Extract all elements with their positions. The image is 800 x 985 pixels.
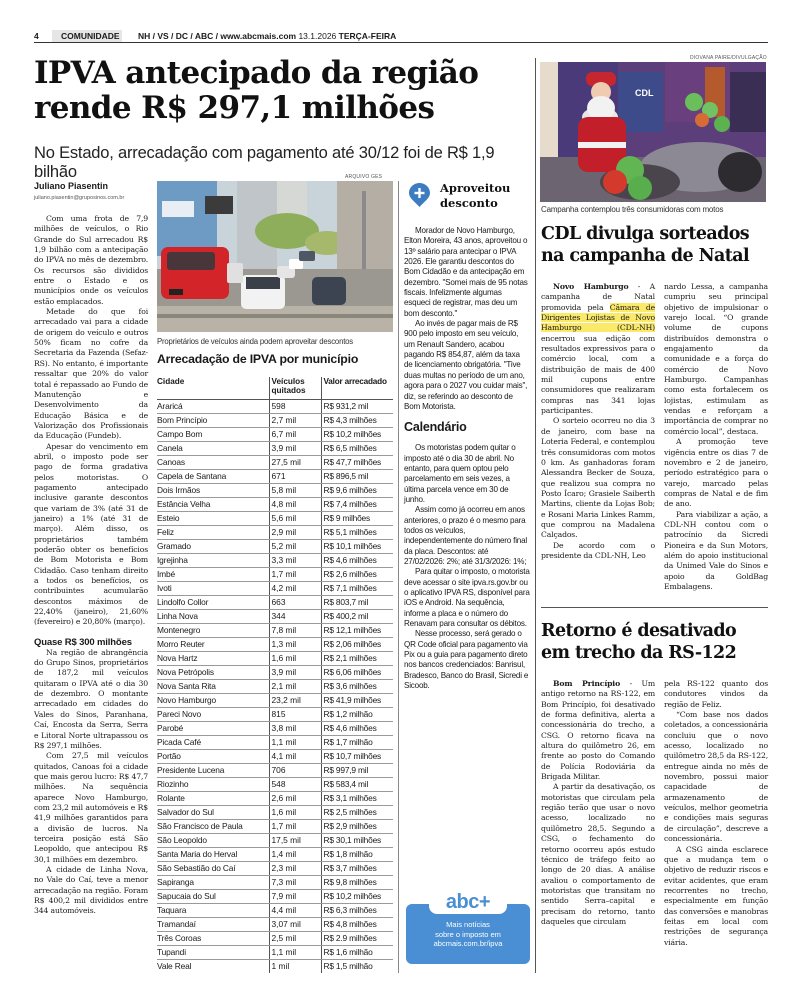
cell-vehicles: 706 bbox=[269, 763, 321, 777]
body-paragraph: Com 27,5 mil veículos quitados, Canoas foi a cidade que mais gerou lucro: R$ 47,7 milhões. Na sequência aparece Novo Hamburgo, com 23,2 mil automóveis e R$ 41,9 milhões garantidos para a divisão de lucros. Na terceira posição está São Leopoldo, que antecipou R$ 30,1 milhões em dezembro. bbox=[34, 751, 148, 864]
table-row bbox=[157, 581, 393, 595]
cell-vehicles: 1,4 mil bbox=[269, 847, 321, 861]
table-row bbox=[157, 623, 393, 637]
cell-city: Capela de Santana bbox=[157, 469, 269, 483]
cell-amount: R$ 6,3 milhões bbox=[321, 903, 393, 917]
cdl-lead-text-rest: encerrou sua edição com resultados expressivos para o comércio local, com a distribuição de mais de 400 mil cupons entre consumidores que realizaram compras nas 341 lojas participantes. bbox=[541, 333, 655, 416]
section-label: COMUNIDADE bbox=[52, 30, 122, 42]
cell-city: Estância Velha bbox=[157, 497, 269, 511]
cell-vehicles: 2,6 mil bbox=[269, 791, 321, 805]
cell-amount: R$ 2,9 milhões bbox=[321, 819, 393, 833]
sidebar-paragraph: Assim como já ocorreu em anos anteriores, o prazo é o mesmo para todos os veículos, independentemente do número final da placa. Descontos: até 27/02/2026: 2%; até 31/3/2026: 1%; bbox=[404, 505, 527, 566]
cell-amount: R$ 997,9 mil bbox=[321, 763, 393, 777]
cell-city: Tupandi bbox=[157, 945, 269, 959]
table-row bbox=[157, 959, 393, 973]
column-header-valor: Valor arrecadado bbox=[321, 377, 393, 399]
traffic-photo-illustration bbox=[157, 181, 393, 332]
table-row bbox=[157, 847, 393, 861]
cell-city: Sapucaia do Sul bbox=[157, 889, 269, 903]
cell-vehicles: 7,8 mil bbox=[269, 623, 321, 637]
sidebar-subhead: Calendário bbox=[404, 420, 467, 435]
cdl-paragraph-continued: nardo Lessa, a campanha cumpriu seu principal objetivo de impulsionar o varejo local. “O grande volume de cupons distribuídos demonstra o engajamento da comunidade e a força do comércio de Novo Hamburgo. Campanhas como esta fortalecem os lojistas, estimulam as vendas e reforçam a importância de comprar no comércio local”, destaca. bbox=[664, 282, 768, 436]
cell-city: Novo Hamburgo bbox=[157, 693, 269, 707]
column-header-veiculos: Veículos quitados bbox=[269, 377, 321, 399]
cell-vehicles: 5,8 mil bbox=[269, 483, 321, 497]
rs-paragraph-continued: pela RS-122 quanto dos condutores vindos da região de Feliz. bbox=[664, 679, 768, 709]
table-row bbox=[157, 875, 393, 889]
table-row bbox=[157, 651, 393, 665]
cell-amount: R$ 4,3 milhões bbox=[321, 413, 393, 427]
cell-city: Feliz bbox=[157, 525, 269, 539]
sidebar-title-line-1: Aproveitou bbox=[440, 181, 511, 195]
cell-amount: R$ 3,7 milhões bbox=[321, 861, 393, 875]
cell-amount: R$ 10,1 milhões bbox=[321, 539, 393, 553]
cdl-headline-line-1: CDL divulga sorteados bbox=[541, 224, 750, 244]
cell-city: Pareci Novo bbox=[157, 707, 269, 721]
cdl-highlight: Câmara de Dirigentes Lojistas de Novo Hamburgo (CDL-NH) bbox=[541, 302, 655, 333]
plus-pin-icon bbox=[409, 183, 430, 207]
cell-vehicles: 3,3 mil bbox=[269, 553, 321, 567]
cell-city: Canoas bbox=[157, 455, 269, 469]
cell-vehicles: 671 bbox=[269, 469, 321, 483]
cell-vehicles: 548 bbox=[269, 777, 321, 791]
cdl-paragraph: A promoção teve vigência entre os dias 7 de novembro e 2 de janeiro, período estratégico para o varejo, marcado pelas compras de Natal e de fim de ano. bbox=[664, 437, 768, 509]
cdl-headline bbox=[541, 223, 781, 267]
table-row bbox=[157, 483, 393, 497]
cell-city: Vale Real bbox=[157, 960, 192, 971]
cdl-paragraph: Para viabilizar a ação, a CDL-NH contou com o patrocínio da Sicredi Pioneira e da Sun Motors, além do apoio institucional da Unimed Vale do Sinos e apoio da GoldBag Embalagens. bbox=[664, 509, 768, 591]
cell-city: Tramandaí bbox=[157, 917, 269, 931]
weekday: TERÇA-FEIRA bbox=[338, 31, 397, 41]
body-paragraph: A cidade de Linha Nova, no Vale do Caí, teve a menor arrecadação na região. Foram R$ 400,2 mil divididos entre 344 automóveis. bbox=[34, 864, 148, 916]
cell-city: Morro Reuter bbox=[157, 637, 269, 651]
cell-city: Santa Maria do Herval bbox=[157, 847, 269, 861]
cell-vehicles: 2,9 mil bbox=[269, 525, 321, 539]
sidebar-paragraph: Nesse processo, será gerado o QR Code oficial para pagamento via Pix ou a guia para pagamento direto nos bancos credenciados: Banrisul, Bradesco, Banco do Brasil, Sicredi e Sicoob. bbox=[404, 629, 529, 691]
cell-amount: R$ 9 milhões bbox=[321, 511, 393, 525]
cell-vehicles: 2,5 mil bbox=[269, 931, 321, 945]
cdl-dateline: Novo Hamburgo bbox=[553, 282, 629, 291]
cell-amount: R$ 9,6 milhões bbox=[321, 483, 393, 497]
table-row bbox=[157, 609, 393, 623]
cdl-lead-text: - A campanha de Natal promovida pela bbox=[541, 282, 655, 312]
body-paragraph: Na região de abrangência do Grupo Sinos, proprietários de 187,2 mil veículos quitaram o IPVA até o dia 30 de dezembro. O montante arrecadado em cidades do Vales do Sinos, Paranhana, Caí, Encosta da Serra, Serra e Litoral Norte ultrapassou os R$ 297,1 milhões. bbox=[34, 647, 148, 750]
cell-city: São Sebastião do Caí bbox=[157, 861, 269, 875]
cell-vehicles: 23,2 mil bbox=[269, 693, 321, 707]
cell-vehicles: 17,5 mil bbox=[269, 833, 321, 847]
cell-vehicles: 4,8 mil bbox=[269, 497, 321, 511]
cell-vehicles: 344 bbox=[269, 609, 321, 623]
table-row bbox=[157, 721, 393, 735]
table-row bbox=[157, 917, 393, 931]
rs-body-col-2 bbox=[664, 679, 768, 948]
table-row bbox=[157, 931, 393, 945]
cell-city: Montenegro bbox=[157, 623, 269, 637]
cell-city: Nova Petrópolis bbox=[157, 665, 269, 679]
cdl-lead-paragraph bbox=[541, 282, 655, 416]
cell-amount: R$ 12,1 milhões bbox=[321, 623, 393, 637]
cell-city: Nova Santa Rita bbox=[157, 679, 269, 693]
body-paragraph: Apesar do vencimento em abril, o imposto pode ser pago de forma gradativa pelos motoristas. O pagamento antecipado inclusive garante descontos que variam de 3% (até 31 de janeiro) a 1% (até 31 de março). Além disso, os proprietários também poderão obter os benefícios de Bom Motorista e Bom Cidadão. Caso tenham direito a todos os benefícios, os contribuintes acumularão descontos máximos de 22,40% (janeiro), 21,60% (fevereiro) e 20,80% (março). bbox=[34, 441, 148, 627]
cell-amount: R$ 1,2 milhão bbox=[321, 707, 393, 721]
table-row bbox=[157, 525, 393, 539]
cell-city: Gramado bbox=[157, 539, 269, 553]
cell-vehicles: 1,1 mil bbox=[269, 945, 321, 959]
table-row bbox=[157, 735, 393, 749]
cell-amount: R$ 1,8 milhão bbox=[321, 847, 393, 861]
rs-paragraph: A partir da desativação, os motoristas que circulam pela região terão que usar o novo acesso, localizado no quilômetro 28,5. Segundo a CSG, o fechamento do retorno ocorreu após estudo técnico de tráfego feito ao longo de 20 dias. A análise avaliou o comportamento de motoristas que transitam no sentido Serra–capital e precisam do retorno, tanto daqueles que circulam bbox=[541, 782, 655, 926]
cell-city: Esteio bbox=[157, 511, 269, 525]
cell-amount: R$ 7,4 milhões bbox=[321, 497, 393, 511]
cell-city: Sapiranga bbox=[157, 875, 269, 889]
cell-amount: R$ 10,2 milhões bbox=[321, 889, 393, 903]
cell-vehicles: 2,7 mil bbox=[269, 413, 321, 427]
table-row bbox=[157, 497, 393, 511]
cell-vehicles: 3,8 mil bbox=[269, 721, 321, 735]
table-row bbox=[157, 805, 393, 819]
table-row bbox=[157, 693, 393, 707]
cell-vehicles: 1,7 mil bbox=[269, 567, 321, 581]
author-email[interactable]: juliano.piasentin@gruposinos.com.br bbox=[34, 195, 125, 201]
cell-city: Taquara bbox=[157, 903, 269, 917]
cell-city: São Leopoldo bbox=[157, 833, 269, 847]
table-row bbox=[157, 511, 393, 525]
cell-vehicles: 815 bbox=[269, 707, 321, 721]
cell-city: Salvador do Sul bbox=[157, 805, 269, 819]
cell-amount: R$ 10,7 milhões bbox=[321, 749, 393, 763]
cell-city: Dois Irmãos bbox=[157, 483, 269, 497]
sidebar-paragraph: Os motoristas podem quitar o imposto até o dia 30 de abril. No entanto, para quem optou pelo parcelamento em seis vezes, a última parcela vence em 30 de junho. bbox=[404, 443, 516, 504]
cell-amount: R$ 2.9 milhões bbox=[321, 931, 393, 945]
cell-city: Campo Bom bbox=[157, 427, 269, 441]
table-title: Arrecadação de IPVA por município bbox=[157, 352, 359, 366]
sidebar-paragraph: Ao invés de pagar mais de R$ 900 pelo imposto em seu veículo, um Renault Sandero, acabou pagando R$ 854,87, além da taxa de licenciamento obrigatória. "Tive duas multas no período de um ano, agora para o 2027 vou cuidar mais", diz, se referindo ao desconto de Bom Motorista. bbox=[404, 319, 528, 411]
cell-vehicles: 3,07 mil bbox=[269, 917, 321, 931]
cell-city: Nova Hartz bbox=[157, 651, 269, 665]
table-header-row bbox=[157, 377, 393, 399]
cell-vehicles: 1,3 mil bbox=[269, 637, 321, 651]
rs-lead-text: - Um antigo retorno na RS-122, em Bom Princípio, foi desativado de forma definitiva, alerta a concessionária do trecho, a CSG. O retorno ficava na altura do quilômetro 26, em frente ao posto do Comando de Polícia Rodoviária da Brigada Militar. bbox=[541, 679, 655, 782]
cell-amount: R$ 6,06 milhões bbox=[321, 665, 393, 679]
table-row bbox=[157, 427, 393, 441]
cell-city: Ivoti bbox=[157, 581, 269, 595]
rs-headline-line-1: Retorno é desativado bbox=[541, 621, 737, 641]
cell-amount: R$ 583,4 mil bbox=[321, 777, 393, 791]
cell-vehicles: 2,1 mil bbox=[269, 679, 321, 693]
author-name: Juliano Piasentin bbox=[34, 181, 109, 191]
table-row bbox=[157, 679, 393, 693]
photo-caption: Proprietários de veículos ainda podem aproveitar descontos bbox=[157, 337, 354, 346]
sidebar-paragraph: Morador de Novo Hamburgo, Elton Moreira, 43 anos, aproveitou o 13º salário para antecipar o IPVA 2026. Ele garantiu descontos do Bom Cidadão e da antecipação em dezembro. "Somei mais de 95 notas fiscais. Infelizmente algumas esqueci de registrar, mas deu um bom desconto." bbox=[404, 226, 528, 318]
cell-amount: R$ 3,1 milhões bbox=[321, 791, 393, 805]
table-row bbox=[157, 707, 393, 721]
table-row bbox=[157, 791, 393, 805]
cell-vehicles: 1,6 mil bbox=[269, 805, 321, 819]
cell-amount: R$ 2,06 milhões bbox=[321, 637, 393, 651]
cell-city: Parobé bbox=[157, 721, 269, 735]
cell-amount: R$ 1,5 milhão bbox=[321, 959, 393, 973]
cdl-body-col-2 bbox=[664, 282, 768, 592]
santa-photo-illustration bbox=[540, 62, 766, 202]
column-header-cidade: Cidade bbox=[157, 377, 269, 399]
cell-vehicles: 1,6 mil bbox=[269, 651, 321, 665]
rs-paragraph: “Com base nos dados coletados, a concessionária concluiu que o novo acesso, localizado no quilômetro 28,5 da RS-122, entregue ainda no mês de novembro, possui maior capacidade de armazenamento de veículos, melhor geometria e condições mais seguras de circulação”, descreve a concessionária. bbox=[664, 710, 768, 844]
rs-headline bbox=[541, 620, 781, 664]
cell-vehicles: 5,6 mil bbox=[269, 511, 321, 525]
main-headline bbox=[34, 56, 534, 126]
cdl-photo-caption: Campanha contemplou três consumidoras com motos bbox=[541, 205, 724, 214]
cell-amount: R$ 7,1 milhões bbox=[321, 581, 393, 595]
cell-amount: R$ 5,1 milhões bbox=[321, 525, 393, 539]
cell-vehicles: 7,3 mil bbox=[269, 875, 321, 889]
rs-lead-paragraph bbox=[541, 679, 655, 782]
cell-amount: R$ 4,6 milhões bbox=[321, 553, 393, 567]
sidebar-paragraph: Para quitar o imposto, o motorista deve acessar o site ipva.rs.gov.br ou o aplicativo IPVA RS, disponível para iOS e Android. Na sequência, informe a placa e o número do Renavam para consultar os débitos. bbox=[404, 567, 530, 629]
cell-amount: R$ 30,1 milhões bbox=[321, 833, 393, 847]
table-row bbox=[157, 819, 393, 833]
edition-line bbox=[138, 31, 396, 41]
cell-city: Portão bbox=[157, 749, 269, 763]
sidebar-title bbox=[440, 181, 510, 210]
cdl-headline-line-2: na campanha de Natal bbox=[541, 246, 749, 266]
promo-text[interactable] bbox=[406, 920, 530, 949]
cell-city: Bom Princípio bbox=[157, 413, 269, 427]
table-row bbox=[157, 889, 393, 903]
cell-amount: R$ 803,7 mil bbox=[321, 595, 393, 609]
cell-amount: R$ 9,8 milhões bbox=[321, 875, 393, 889]
table-row bbox=[157, 469, 393, 483]
table-row bbox=[157, 665, 393, 679]
page-header bbox=[34, 31, 768, 43]
cell-city: São Francisco de Paula bbox=[157, 819, 269, 833]
sidebar-title-line-2: desconto bbox=[440, 195, 498, 210]
edition-sites: NH / VS / DC / ABC / www.abcmais.com bbox=[138, 31, 297, 41]
cell-amount: R$ 4,8 milhões bbox=[321, 917, 393, 931]
traffic-photo bbox=[157, 181, 393, 332]
cell-city: Rolante bbox=[157, 791, 269, 805]
rs-paragraph: A CSG ainda esclarece que a mudança tem o objetivo de reduzir riscos e evitar acidentes, que eram recorrentes no trecho, especialmente em função das conversões e manobras feitas em local com restrições de segurança viária. bbox=[664, 844, 768, 947]
cdl-photo-credit: DIOVANA PAIRE/DIVULGAÇÃO bbox=[690, 55, 767, 61]
page-number: 4 bbox=[34, 31, 39, 41]
table-row bbox=[157, 777, 393, 791]
article-divider bbox=[541, 607, 768, 608]
column-divider bbox=[535, 58, 536, 973]
svg-text:CDL: CDL bbox=[635, 88, 654, 98]
body-paragraph: Com uma frota de 7,9 milhões de veículos, o Rio Grande do Sul arrecadou R$ 1,9 bilhão com a antecipação do IPVA no mês de dezembro. Os recursos são divididos entre o Estado e os municípios onde os veículos estão emplacados. bbox=[34, 214, 148, 306]
cell-amount: R$ 41,9 milhões bbox=[321, 693, 393, 707]
cell-city: Lindolfo Collor bbox=[157, 595, 269, 609]
cell-amount: R$ 896,5 mil bbox=[321, 469, 393, 483]
table-body bbox=[157, 399, 393, 973]
promo-line-2: sobre o imposto em bbox=[435, 929, 501, 939]
table-row bbox=[157, 595, 393, 609]
headline-line-1: IPVA antecipado da região bbox=[34, 55, 479, 91]
cell-vehicles: 3,9 mil bbox=[269, 441, 321, 455]
abc-plus-logo: abc+ bbox=[429, 892, 507, 914]
table-row bbox=[157, 539, 393, 553]
cell-amount: R$ 2,1 milhões bbox=[321, 651, 393, 665]
table-row bbox=[157, 399, 393, 413]
rs-headline-line-2: em trecho da RS-122 bbox=[541, 643, 737, 663]
ipva-table bbox=[157, 377, 393, 973]
cell-amount: R$ 2,5 milhões bbox=[321, 805, 393, 819]
cell-amount: R$ 2,6 milhões bbox=[321, 567, 393, 581]
body-subhead: Quase R$ 300 milhões bbox=[34, 636, 132, 648]
cell-amount: R$ 1,6 milhão bbox=[321, 945, 393, 959]
cell-city: Igrejinha bbox=[157, 553, 269, 567]
promo-link[interactable]: abcmais.com.br/ipva bbox=[433, 939, 503, 949]
cell-amount: R$ 4,6 milhões bbox=[321, 721, 393, 735]
table-row bbox=[157, 441, 393, 455]
column-divider-sidebar bbox=[398, 181, 399, 973]
cell-city: Linha Nova bbox=[157, 609, 269, 623]
cell-city: Três Coroas bbox=[157, 931, 269, 945]
rs-dateline: Bom Princípio bbox=[553, 679, 621, 688]
cell-vehicles: 598 bbox=[269, 399, 321, 413]
cell-city: Araricá bbox=[157, 399, 269, 413]
cdl-body-col-1 bbox=[541, 282, 655, 561]
table-row bbox=[157, 903, 393, 917]
cell-vehicles: 1,1 mil bbox=[269, 735, 321, 749]
issue-date: 13.1.2026 bbox=[298, 31, 337, 41]
cell-vehicles: 4,2 mil bbox=[269, 581, 321, 595]
cell-vehicles: 5,2 mil bbox=[269, 539, 321, 553]
cell-vehicles: 1,7 mil bbox=[269, 819, 321, 833]
cell-amount: R$ 1,7 milhão bbox=[321, 735, 393, 749]
promo-line-1: Mais notícias bbox=[446, 920, 490, 929]
headline-line-2: rende R$ 297,1 milhões bbox=[34, 90, 435, 126]
cell-vehicles: 7,9 mil bbox=[269, 889, 321, 903]
cell-amount: R$ 6,5 milhões bbox=[321, 441, 393, 455]
rs-body-col-1 bbox=[541, 679, 655, 927]
cell-vehicles: 663 bbox=[269, 595, 321, 609]
cell-city: Imbé bbox=[157, 567, 269, 581]
cell-amount: R$ 931,2 mil bbox=[321, 399, 393, 413]
cell-city: Canela bbox=[157, 441, 269, 455]
table-row bbox=[157, 637, 393, 651]
sidebar-body bbox=[404, 226, 530, 691]
table-row bbox=[157, 749, 393, 763]
cell-vehicles: 4,1 mil bbox=[269, 749, 321, 763]
photo-credit: ARQUIVO GES bbox=[345, 174, 383, 180]
cell-amount: R$ 10,2 milhões bbox=[321, 427, 393, 441]
cell-vehicles: 6,7 mil bbox=[269, 427, 321, 441]
cell-city: Picada Café bbox=[157, 735, 269, 749]
cell-vehicles: 2,3 mil bbox=[269, 861, 321, 875]
cell-city: Presidente Lucena bbox=[157, 763, 269, 777]
cell-vehicles: 3,9 mil bbox=[269, 665, 321, 679]
cell-vehicles: 4,4 mil bbox=[269, 903, 321, 917]
santa-motorcycle-photo bbox=[540, 62, 766, 202]
table-row bbox=[157, 553, 393, 567]
body-paragraph: Metade do que foi arrecadado vai para a cidade de origem do veículo e outros 50% ficam no cofre da Secretaria da Fazenda (Sefaz-RS). No entanto, é importante ressaltar que 20% do valor total é repassado ao Fundo de Manutenção e Desenvolvimento da Educação Básica e de Valorização dos Profissionais da Educação (Fundeb). bbox=[34, 307, 148, 441]
cdl-paragraph: De acordo com o presidente da CDL-NH, Leo bbox=[541, 540, 655, 560]
table-row bbox=[157, 455, 393, 469]
cell-vehicles: 27,5 mil bbox=[269, 455, 321, 469]
table-row bbox=[157, 567, 393, 581]
cell-amount: R$ 400,2 mil bbox=[321, 609, 393, 623]
main-article-body bbox=[34, 214, 148, 917]
cell-amount: R$ 47,7 milhões bbox=[321, 455, 393, 469]
cell-amount: R$ 3,6 milhões bbox=[321, 679, 393, 693]
table-row bbox=[157, 763, 393, 777]
cdl-paragraph: O sorteio ocorreu no dia 3 de janeiro, com base na Loteria Federal, e contemplou três consumidoras com motos 0 km. As ganhadoras foram Alessandra Becker de Souza, que realizou sua compra no Posto Ícaro; Grasiele Saiberth Martins, cliente da Lojas Bob; e Rosani Maria Linkes Ramm, que comprou na Madalena Calçados. bbox=[541, 416, 655, 540]
table-row bbox=[157, 861, 393, 875]
table-row bbox=[157, 945, 393, 959]
cell-vehicles: 1 mil bbox=[269, 959, 321, 973]
table-row bbox=[157, 413, 393, 427]
table-row bbox=[157, 833, 393, 847]
cell-city: Riozinho bbox=[157, 777, 269, 791]
main-subheadline: No Estado, arrecadação com pagamento até 30/12 foi de R$ 1,9 bilhão bbox=[34, 144, 495, 181]
